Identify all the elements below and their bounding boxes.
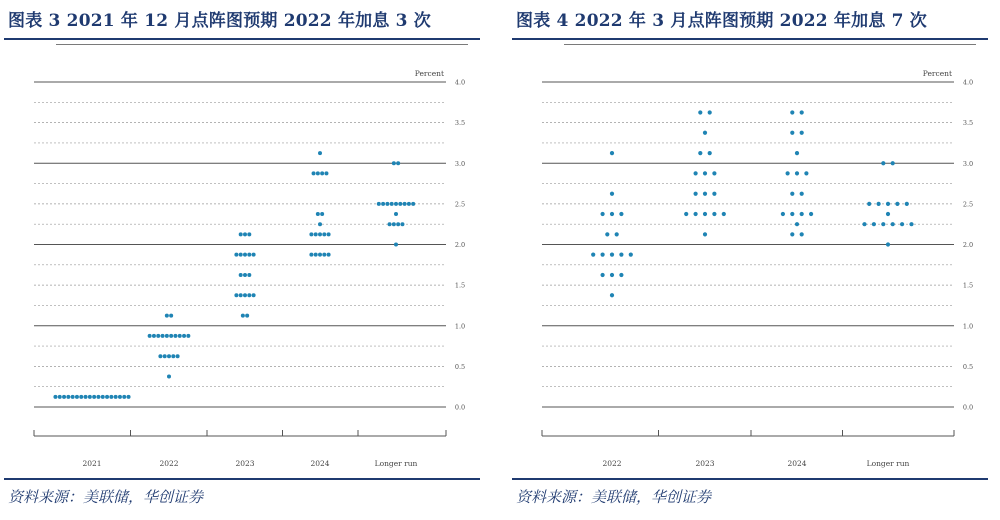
participant-dot (396, 161, 400, 165)
participant-dot (881, 161, 885, 165)
participant-dot (615, 232, 619, 236)
participant-dot (809, 212, 813, 216)
participant-dot (891, 161, 895, 165)
participant-dot (252, 253, 256, 257)
dot-plot-chart (512, 60, 988, 472)
participant-dot (867, 202, 871, 206)
participant-dot (101, 395, 105, 399)
participant-dot (610, 192, 614, 196)
participant-dot (318, 151, 322, 155)
participant-dot (703, 131, 707, 135)
source-rule (4, 478, 480, 480)
participant-dot (388, 222, 392, 226)
y-tick-label: 1.5 (962, 281, 974, 290)
participant-dot (795, 171, 799, 175)
participant-dot (862, 222, 866, 226)
source-note: 资料来源：美联储，华创证券 (8, 488, 204, 506)
y-tick-label: 2.5 (454, 200, 466, 209)
x-tick-label: Longer run (866, 459, 910, 468)
participant-dot (327, 253, 331, 257)
y-tick-label: 0.0 (962, 403, 974, 412)
participant-dot (790, 212, 794, 216)
participant-dot (790, 232, 794, 236)
ylabel: Percent (414, 69, 444, 78)
participant-dot (247, 273, 251, 277)
participant-dot (781, 212, 785, 216)
participant-dot (385, 202, 389, 206)
participant-dot (118, 395, 122, 399)
y-tick-label: 2.5 (962, 200, 974, 209)
participant-dot (176, 354, 180, 358)
x-tick-label: 2023 (235, 459, 255, 468)
participant-dot (795, 222, 799, 226)
y-tick-label: 3.5 (454, 119, 466, 128)
participant-dot (105, 395, 109, 399)
participant-dot (786, 171, 790, 175)
participant-dot (629, 253, 633, 257)
participant-dot (712, 192, 716, 196)
x-tick-label: 2022 (159, 459, 179, 468)
title-rule (512, 38, 988, 40)
participant-dot (694, 171, 698, 175)
participant-dot (165, 334, 169, 338)
x-tick-label: 2022 (602, 459, 622, 468)
participant-dot (318, 232, 322, 236)
participant-dot (900, 222, 904, 226)
source-note: 资料来源：美联储，华创证券 (516, 488, 712, 506)
participant-dot (800, 192, 804, 196)
participant-dot (239, 253, 243, 257)
participant-dot (905, 202, 909, 206)
chart-top-rule (564, 44, 976, 45)
participant-dot (79, 395, 83, 399)
participant-dot (96, 395, 100, 399)
participant-dot (407, 202, 411, 206)
participant-dot (314, 232, 318, 236)
participant-dot (318, 222, 322, 226)
participant-dot (886, 242, 890, 246)
participant-dot (619, 212, 623, 216)
participant-dot (601, 273, 605, 277)
participant-dot (694, 212, 698, 216)
participant-dot (909, 222, 913, 226)
participant-dot (243, 273, 247, 277)
participant-dot (148, 334, 152, 338)
participant-dot (708, 151, 712, 155)
chart-top-rule (56, 44, 468, 45)
participant-dot (800, 110, 804, 114)
participant-dot (881, 222, 885, 226)
participant-dot (186, 334, 190, 338)
participant-dot (703, 171, 707, 175)
y-tick-label: 3.0 (454, 159, 466, 168)
participant-dot (411, 202, 415, 206)
participant-dot (309, 253, 313, 257)
participant-dot (320, 171, 324, 175)
participant-dot (182, 334, 186, 338)
chart-title: 图表 3 2021 年 12 月点阵图预期 2022 年加息 3 次 (8, 11, 432, 31)
participant-dot (318, 253, 322, 257)
participant-dot (381, 202, 385, 206)
y-tick-label: 1.0 (962, 322, 974, 331)
participant-dot (392, 222, 396, 226)
participant-dot (708, 110, 712, 114)
participant-dot (601, 253, 605, 257)
participant-dot (171, 354, 175, 358)
participant-dot (243, 293, 247, 297)
chart-panel-left (4, 0, 484, 520)
participant-dot (239, 293, 243, 297)
participant-dot (122, 395, 126, 399)
participant-dot (610, 253, 614, 257)
participant-dot (312, 171, 316, 175)
participant-dot (156, 334, 160, 338)
ylabel: Percent (922, 69, 952, 78)
participant-dot (327, 232, 331, 236)
participant-dot (243, 232, 247, 236)
participant-dot (163, 354, 167, 358)
participant-dot (178, 334, 182, 338)
participant-dot (703, 192, 707, 196)
participant-dot (698, 110, 702, 114)
participant-dot (394, 202, 398, 206)
participant-dot (800, 212, 804, 216)
x-tick-label: 2024 (310, 459, 330, 468)
dot-plot-chart (4, 60, 480, 472)
title-rule (4, 38, 480, 40)
participant-dot (394, 212, 398, 216)
participant-dot (127, 395, 131, 399)
participant-dot (800, 232, 804, 236)
participant-dot (886, 212, 890, 216)
participant-dot (712, 171, 716, 175)
participant-dot (316, 212, 320, 216)
participant-dot (169, 334, 173, 338)
participant-dot (610, 151, 614, 155)
participant-dot (247, 253, 251, 257)
participant-dot (114, 395, 118, 399)
participant-dot (62, 395, 66, 399)
participant-dot (392, 161, 396, 165)
participant-dot (403, 202, 407, 206)
participant-dot (316, 171, 320, 175)
participant-dot (322, 253, 326, 257)
participant-dot (66, 395, 70, 399)
participant-dot (790, 110, 794, 114)
participant-dot (398, 202, 402, 206)
participant-dot (790, 192, 794, 196)
participant-dot (239, 232, 243, 236)
participant-dot (234, 253, 238, 257)
participant-dot (377, 202, 381, 206)
participant-dot (320, 212, 324, 216)
participant-dot (886, 202, 890, 206)
chart-panel-right (512, 0, 992, 520)
participant-dot (92, 395, 96, 399)
y-tick-label: 4.0 (962, 78, 974, 87)
participant-dot (795, 151, 799, 155)
participant-dot (698, 151, 702, 155)
participant-dot (694, 192, 698, 196)
y-tick-label: 3.0 (962, 159, 974, 168)
participant-dot (252, 293, 256, 297)
participant-dot (322, 232, 326, 236)
participant-dot (891, 222, 895, 226)
participant-dot (167, 354, 171, 358)
participant-dot (309, 232, 313, 236)
participant-dot (161, 334, 165, 338)
participant-dot (895, 202, 899, 206)
participant-dot (71, 395, 75, 399)
participant-dot (591, 253, 595, 257)
participant-dot (239, 273, 243, 277)
participant-dot (684, 212, 688, 216)
participant-dot (804, 171, 808, 175)
participant-dot (610, 293, 614, 297)
participant-dot (245, 314, 249, 318)
participant-dot (84, 395, 88, 399)
participant-dot (610, 212, 614, 216)
participant-dot (400, 222, 404, 226)
participant-dot (243, 253, 247, 257)
x-tick-label: 2023 (695, 459, 715, 468)
participant-dot (703, 212, 707, 216)
y-tick-label: 2.0 (454, 241, 466, 249)
y-tick-label: 1.5 (454, 281, 466, 290)
participant-dot (605, 232, 609, 236)
participant-dot (800, 131, 804, 135)
participant-dot (619, 273, 623, 277)
participant-dot (703, 232, 707, 236)
y-tick-label: 0.5 (454, 362, 466, 371)
participant-dot (712, 212, 716, 216)
y-tick-label: 0.0 (454, 403, 466, 412)
x-tick-label: 2021 (82, 459, 102, 468)
participant-dot (877, 202, 881, 206)
source-rule (512, 478, 988, 480)
participant-dot (75, 395, 79, 399)
participant-dot (601, 212, 605, 216)
participant-dot (169, 314, 173, 318)
participant-dot (390, 202, 394, 206)
y-tick-label: 1.0 (454, 322, 466, 331)
participant-dot (324, 171, 328, 175)
participant-dot (396, 222, 400, 226)
chart-title: 图表 4 2022 年 3 月点阵图预期 2022 年加息 7 次 (516, 11, 927, 31)
participant-dot (167, 375, 171, 379)
participant-dot (247, 293, 251, 297)
participant-dot (165, 314, 169, 318)
participant-dot (109, 395, 113, 399)
participant-dot (610, 273, 614, 277)
y-tick-label: 3.5 (962, 119, 974, 128)
participant-dot (872, 222, 876, 226)
y-tick-label: 0.5 (962, 362, 974, 371)
x-tick-label: Longer run (374, 459, 418, 468)
participant-dot (722, 212, 726, 216)
y-tick-label: 2.0 (962, 241, 974, 249)
participant-dot (53, 395, 57, 399)
participant-dot (58, 395, 62, 399)
participant-dot (173, 334, 177, 338)
participant-dot (234, 293, 238, 297)
participant-dot (241, 314, 245, 318)
participant-dot (790, 131, 794, 135)
participant-dot (88, 395, 92, 399)
participant-dot (394, 243, 398, 247)
participant-dot (314, 253, 318, 257)
participant-dot (247, 232, 251, 236)
x-tick-label: 2024 (787, 459, 807, 468)
y-tick-label: 4.0 (454, 78, 466, 87)
participant-dot (158, 354, 162, 358)
participant-dot (619, 253, 623, 257)
participant-dot (152, 334, 156, 338)
